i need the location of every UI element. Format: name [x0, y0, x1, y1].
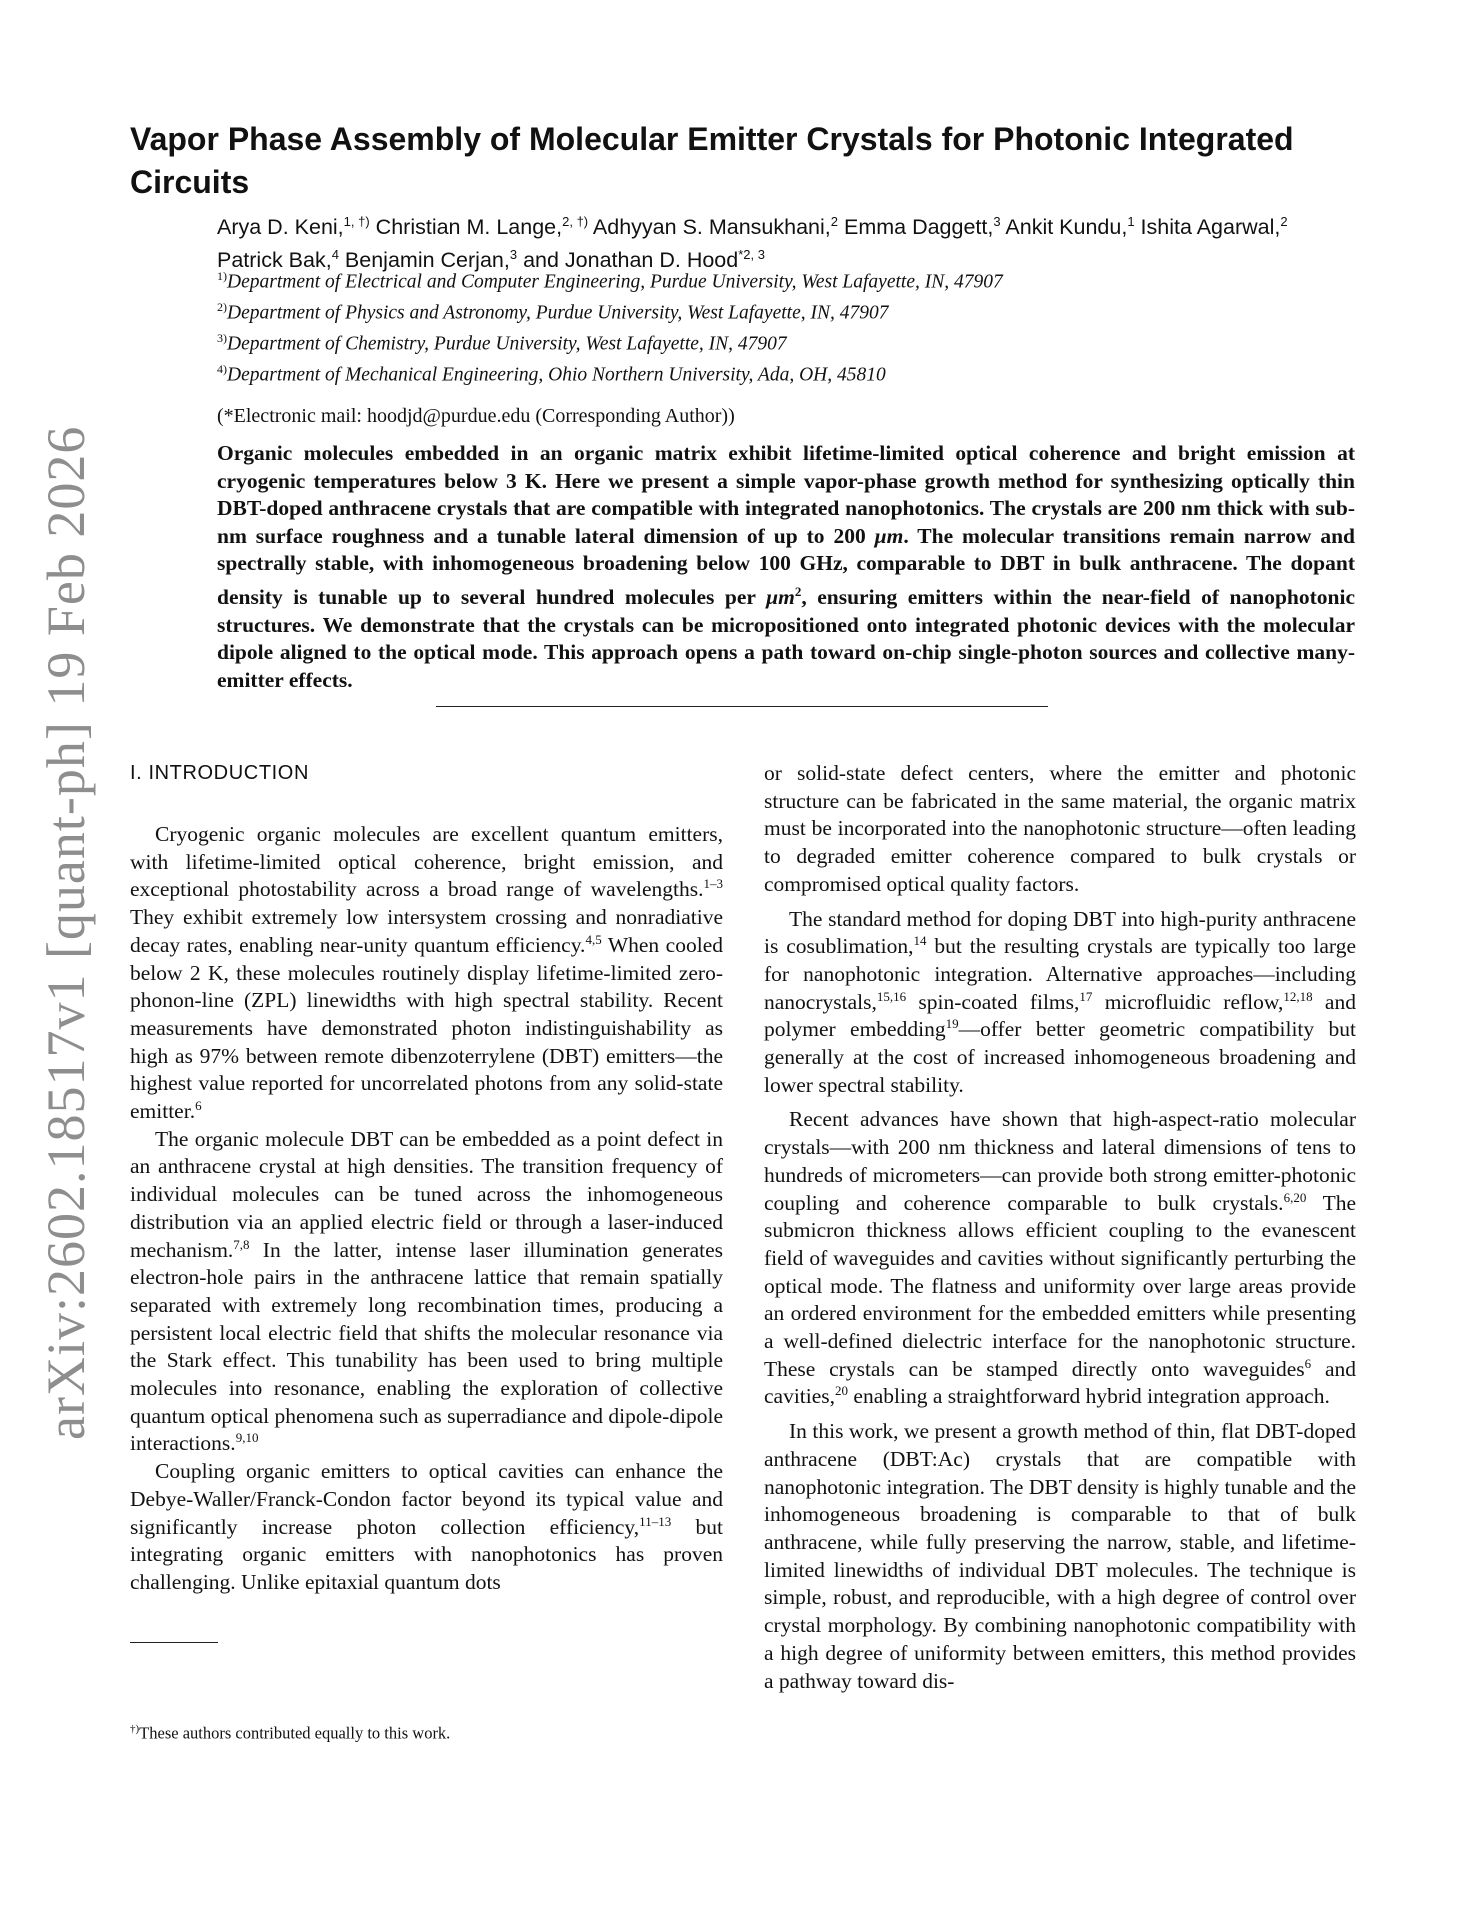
left-column: [130, 821, 723, 1597]
footnote-divider: [130, 1642, 218, 1643]
abstract: Organic molecules embedded in an organic matrix exhibit lifetime-limited optical coherence and bright emission at cryogenic temperatures below 3 K. Here we present a simple vapor-phase growth method for synthesizing optically thin DBT-doped anthracene crystals that are compatible with integrated nanophotonics. The crystals are 200 nm thick with sub-nm surface roughness and a tunable lateral dimension of up to 200 μm. The molecular transitions remain narrow and spectrally stable, with inhomogeneous broadening below 100 GHz, comparable to DBT in bulk anthracene. The dopant density is tunable up to several hundred molecules per $\mu m^2$, ensuring emitters within the near-field of nanophotonic structures. We demonstrate that the crystals can be micropositioned onto integrated photonic devices with the molecular dipole aligned to the optical mode. This approach opens a path toward on-chip single-photon sources and collective many-emitter effects.: [217, 441, 1355, 692]
right-column: [764, 760, 1356, 1695]
section-heading-introduction: I. INTRODUCTION: [130, 762, 309, 784]
paper-title: Vapor Phase Assembly of Molecular Emitter Crystals for Photonic Integrated Circuits: [130, 121, 1294, 200]
author: and Jonathan D. Hood$^{*2, 3}$: [523, 247, 765, 273]
author: Ankit Kundu,$^1$: [1005, 214, 1135, 240]
affiliation: $^{1)}$Department of Electrical and Computer Engineering, Purdue University, West Lafayette, IN, 47907: [217, 269, 1003, 293]
paragraph: The standard method for doping DBT into high-purity anthracene is cosublimation,$^{14}$ but the resulting crystals are typically too large for nanophotonic integration. Alternative approaches—including nanocrystals,$^{15,16}$ spin-coated films,$^{17}$ microfluidic reflow,$^{12,18}$ and polymer embedding$^{19}$—offer better geometric compatibility but generally at the cost of increased inhomogeneous broadening and lower spectral stability.: [764, 906, 1357, 1097]
author: Arya D. Keni,$^{1, \dagger)}$: [217, 214, 370, 240]
paragraph: In this work, we present a growth method of thin, flat DBT-doped anthracene (DBT:Ac) crystals that are compatible with nanophotonic integration. The DBT density is highly tunable and the inhomogeneous broadening is comparable to that of bulk anthracene, while fully preserving the narrow, stable, and lifetime-limited linewidths of individual DBT molecules. The technique is simple, robust, and reproducible, with a high degree of control over crystal morphology. By combining nanophotonic compatibility with a high degree of uniformity between emitters, this method provides a pathway toward dis-: [764, 1419, 1356, 1693]
arxiv-side-stamp: arXiv:2602.18517v1 [quant-ph] 19 Feb 2026: [36, 425, 96, 1440]
abstract-divider: [436, 706, 1048, 707]
paragraph: The organic molecule DBT can be embedded as a point defect in an anthracene crystal at high densities. The transition frequency of individual molecules can be tuned across the inhomogeneous distribution via an applied electric field or through a laser-induced mechanism.$^{7,8}$ In the latter, intense laser illumination generates electron-hole pairs in the anthracene lattice that remain spatially separated with extremely long recombination times, producing a persistent local electric field that shifts the molecular resonance via the Stark effect. This tunability has been used to bring multiple molecules into resonance, enabling the exploration of collective quantum optical phenomena such as superradiance and dipole-dipole interactions.$^{9,10}$: [130, 1126, 723, 1456]
author: Adhyyan S. Mansukhani,$^2$: [592, 214, 838, 240]
author: Emma Daggett,$^3$: [843, 214, 1001, 240]
paragraph: Recent advances have shown that high-aspect-ratio molecular crystals—with 200 nm thickness and lateral dimensions of tens to hundreds of micrometers—can provide both strong emitter-photonic coupling and coherence comparable to bulk crystals.$^{6,20}$ The submicron thickness allows efficient coupling to the evanescent field of waveguides and cavities without significantly perturbing the optical mode. The flatness and uniformity over large areas provide an ordered environment for the embedded emitters while presenting a well-defined dielectric interface for the nanophotonic structure. These crystals can be stamped directly onto waveguides$^6$ and cavities,$^{20}$ enabling a straightforward hybrid integration approach.: [764, 1107, 1356, 1409]
author: Christian M. Lange,$^{2, \dagger)}$: [375, 214, 589, 240]
affiliation-list: [217, 264, 1117, 388]
paragraph: Coupling organic emitters to optical cavities can enhance the Debye-Waller/Franck-Condon factor beyond its typical value and significantly increase photon collection efficiency,$^{11-13}$ but integrating organic emitters with nanophotonics has proven challenging. Unlike epitaxial quantum dots: [130, 1459, 723, 1594]
affiliation: $^{4)}$Department of Mechanical Engineering, Ohio Northern University, Ada, OH, 45810: [217, 362, 886, 386]
author: Patrick Bak,$^4$: [217, 247, 339, 273]
affiliation: $^{2)}$Department of Physics and Astronomy, Purdue University, West Lafayette, IN, 47907: [217, 300, 889, 324]
paragraph: or solid-state defect centers, where the emitter and photonic structure can be fabricated in the same material, the organic matrix must be incorporated into the nanophotonic structure—often leading to degraded emitter coherence compared to bulk crystals or compromised optical quality factors.: [764, 761, 1356, 896]
author: Ishita Agarwal,$^2$: [1140, 214, 1288, 240]
paragraph: Cryogenic organic molecules are excellent quantum emitters, with lifetime-limited optical coherence, bright emission, and exceptional photostability across a broad range of wavelengths.$^{1-3}$ They exhibit extremely low intersystem crossing and nonradiative decay rates, enabling near-unity quantum efficiency.$^{4,5}$ When cooled below 2 K, these molecules routinely display lifetime-limited zero-phonon-line (ZPL) linewidths with high spectral stability. Recent measurements have demonstrated photon indistinguishability as high as 97% between remote dibenzoterrylene (DBT) emitters—the highest value reported for uncorrelated photons from any solid-state emitter.$^6$: [130, 822, 723, 1124]
affiliation: $^{3)}$Department of Chemistry, Purdue University, West Lafayette, IN, 47907: [217, 331, 787, 355]
corresponding-email: (*Electronic mail: hoodjd@purdue.edu (Corresponding Author)): [217, 405, 735, 427]
footnote: †)These authors contributed equally to this work.: [130, 1723, 451, 1743]
author: Benjamin Cerjan,$^3$: [344, 247, 518, 273]
